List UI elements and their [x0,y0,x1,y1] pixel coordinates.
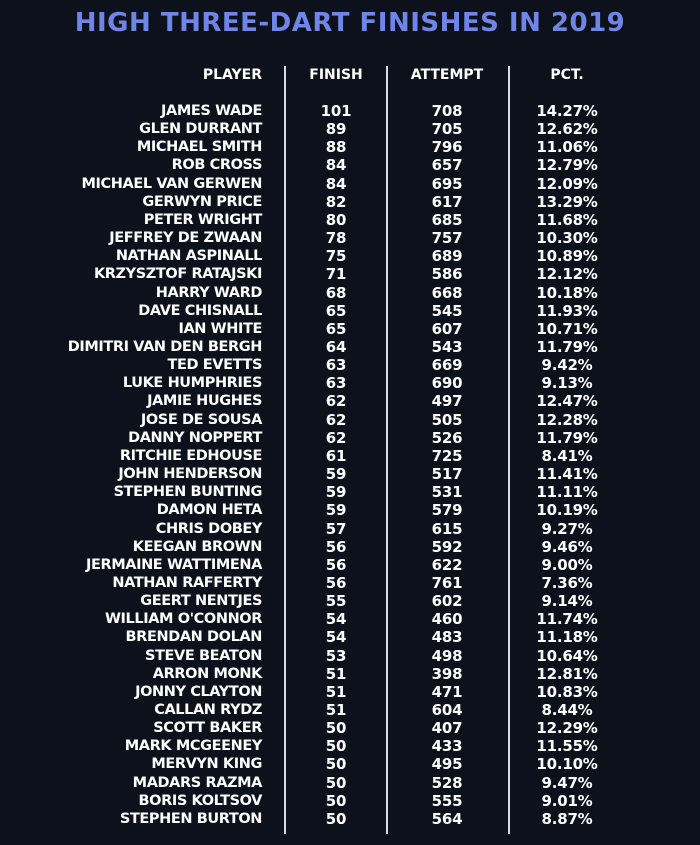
cell-player: IAN WHITE [178,320,262,337]
cell-finish: 53 [325,646,347,665]
cell-attempt: 705 [431,120,463,139]
cell-finish: 75 [325,247,347,266]
cell-player: JOHN HENDERSON [118,466,262,482]
cell-attempt: 669 [431,356,463,375]
cell-player: MICHAEL SMITH [136,139,262,156]
cell-attempt: 757 [431,229,463,247]
cell-player: KRZYSZTOF RATAJSKI [93,266,262,283]
cell-finish: 68 [325,283,347,302]
cell-attempt: 586 [431,265,463,284]
cell-attempt: 407 [431,719,463,738]
cell-attempt: 564 [431,809,463,828]
cell-player: ROB CROSS [171,157,262,174]
cell-pct: 13.29% [536,192,598,211]
cell-pct: 11.55% [536,737,598,756]
cell-player: WILLIAM O'CONNOR [104,611,262,628]
cell-player: MICHAEL VAN GERWEN [81,175,262,192]
cell-player: PETER WRIGHT [143,211,262,228]
cell-pct: 10.71% [536,319,598,338]
cell-finish: 101 [320,102,352,120]
cell-pct: 12.28% [536,410,598,429]
cell-finish: 51 [325,664,347,683]
cell-attempt: 498 [431,646,463,665]
cell-attempt: 622 [431,555,463,574]
cell-attempt: 528 [431,773,463,792]
cell-player: NATHAN RAFFERTY [112,574,262,591]
cell-player: JAMES WADE [161,103,262,119]
cell-player: DIMITRI VAN DEN BERGH [67,338,262,355]
header-finish: FINISH [309,67,363,83]
cell-pct: 9.42% [541,356,593,375]
cell-pct: 10.19% [536,501,598,520]
cell-finish: 50 [325,719,347,738]
cell-attempt: 615 [431,519,463,538]
cell-player: DANNY NOPPERT [128,429,262,446]
cell-attempt: 592 [431,537,463,556]
cell-attempt: 708 [431,102,463,120]
cell-finish: 65 [325,319,347,338]
cell-pct: 14.27% [536,102,598,120]
cell-pct: 11.79% [536,337,598,356]
cell-finish: 51 [325,700,347,719]
cell-player: MERVYN KING [151,756,262,773]
cell-attempt: 685 [431,210,463,229]
cell-player: BORIS KOLTSOV [138,792,262,809]
cell-finish: 50 [325,755,347,774]
cell-finish: 65 [325,301,347,320]
cell-finish: 59 [325,501,347,520]
cell-attempt: 495 [431,755,463,774]
cell-pct: 11.11% [536,483,598,502]
cell-player: SCOTT BAKER [153,720,262,737]
cell-pct: 10.89% [536,247,598,266]
cell-player: MADARS RAZMA [132,774,262,791]
cell-finish: 59 [325,465,347,483]
cell-player: JEFFREY DE ZWAAN [109,230,262,246]
cell-attempt: 695 [431,174,463,193]
cell-attempt: 657 [431,156,463,175]
cell-finish: 82 [325,192,347,211]
cell-finish: 63 [325,356,347,375]
chart-title: HIGH THREE-DART FINISHES IN 2019 [74,8,626,38]
cell-finish: 54 [325,610,347,629]
cell-finish: 62 [325,410,347,429]
cell-finish: 62 [325,392,347,411]
cell-finish: 59 [325,483,347,502]
cell-pct: 10.83% [536,682,598,701]
cell-finish: 56 [325,573,347,592]
cell-pct: 7.36% [541,573,593,592]
cell-attempt: 725 [431,446,463,465]
cell-player: TED EVETTS [167,357,262,374]
cell-attempt: 604 [431,700,463,719]
cell-attempt: 460 [431,610,463,629]
cell-finish: 84 [325,174,347,193]
cell-pct: 10.64% [536,646,598,665]
cell-player: BRENDAN DOLAN [125,629,262,646]
cell-finish: 88 [325,138,347,157]
cell-pct: 12.47% [536,392,598,411]
cell-player: RITCHIE EDHOUSE [119,447,262,464]
cell-finish: 51 [325,682,347,701]
cell-finish: 64 [325,337,347,356]
cell-attempt: 497 [431,392,463,411]
cell-finish: 63 [325,374,347,393]
cell-pct: 9.01% [541,791,593,810]
cell-attempt: 607 [431,319,463,338]
cell-pct: 10.10% [536,755,598,774]
cell-pct: 9.00% [541,555,593,574]
cell-finish: 80 [325,210,347,229]
cell-player: GLEN DURRANT [139,121,262,138]
cell-pct: 8.41% [541,446,593,465]
cell-attempt: 483 [431,628,463,647]
cell-finish: 84 [325,156,347,175]
cell-pct: 12.29% [536,719,598,738]
cell-player: CALLAN RYDZ [154,701,262,718]
cell-attempt: 761 [431,573,463,592]
cell-pct: 12.09% [536,174,598,193]
cell-player: ARRON MONK [152,665,262,682]
header-pct: PCT. [550,67,584,83]
cell-pct: 11.79% [536,428,598,447]
column-divider-3 [508,66,510,834]
cell-finish: 56 [325,555,347,574]
cell-pct: 11.74% [536,610,598,629]
cell-player: STEVE BEATON [144,647,262,664]
cell-player: LUKE HUMPHRIES [122,375,262,392]
cell-attempt: 531 [431,483,463,502]
cell-pct: 8.44% [541,700,593,719]
cell-pct: 12.12% [536,265,598,284]
cell-pct: 12.79% [536,156,598,175]
cell-player: STEPHEN BUNTING [113,484,262,501]
cell-pct: 8.87% [541,809,593,828]
cell-pct: 12.81% [536,664,598,683]
header-attempt: ATTEMPT [410,67,484,83]
cell-pct: 11.93% [536,301,598,320]
cell-attempt: 543 [431,337,463,356]
cell-attempt: 505 [431,410,463,429]
cell-player: JOSE DE SOUSA [140,411,262,428]
cell-attempt: 796 [431,138,463,157]
cell-finish: 62 [325,428,347,447]
cell-player: HARRY WARD [155,284,262,301]
cell-attempt: 602 [431,592,463,610]
cell-finish: 57 [325,519,347,538]
cell-pct: 10.18% [536,283,598,302]
cell-pct: 11.18% [536,628,598,647]
cell-attempt: 471 [431,682,463,701]
column-divider-2 [386,66,388,834]
cell-player: GERWYN PRICE [142,193,262,210]
cell-pct: 10.30% [536,229,598,247]
cell-finish: 50 [325,737,347,756]
cell-attempt: 579 [431,501,463,520]
cell-pct: 12.62% [536,120,598,139]
cell-attempt: 689 [431,247,463,266]
cell-player: DAMON HETA [156,502,262,519]
cell-attempt: 526 [431,428,463,447]
cell-attempt: 617 [431,192,463,211]
cell-pct: 9.47% [541,773,593,792]
cell-attempt: 690 [431,374,463,393]
cell-player: NATHAN ASPINALL [115,248,262,265]
cell-pct: 11.06% [536,138,598,157]
cell-pct: 11.68% [536,210,598,229]
cell-finish: 50 [325,809,347,828]
cell-pct: 9.27% [541,519,593,538]
cell-player: GEERT NENTJES [140,593,262,609]
cell-pct: 11.41% [536,465,598,483]
cell-attempt: 555 [431,791,463,810]
cell-player: DAVE CHISNALL [138,302,262,319]
header-player: PLAYER [202,67,262,83]
cell-player: CHRIS DOBEY [155,520,262,537]
cell-pct: 9.46% [541,537,593,556]
cell-player: JAMIE HUGHES [147,393,262,410]
cell-player: KEEGAN BROWN [132,538,262,555]
cell-finish: 89 [325,120,347,139]
cell-attempt: 398 [431,664,463,683]
cell-player: MARK MCGEENEY [124,738,262,755]
cell-finish: 50 [325,791,347,810]
cell-player: STEPHEN BURTON [119,810,262,827]
cell-finish: 78 [325,229,347,247]
cell-attempt: 433 [431,737,463,756]
column-divider-1 [284,66,286,834]
cell-finish: 54 [325,628,347,647]
cell-attempt: 517 [431,465,463,483]
cell-pct: 9.13% [541,374,593,393]
cell-player: JONNY CLAYTON [135,683,262,700]
cell-finish: 50 [325,773,347,792]
cell-finish: 55 [325,592,347,610]
cell-finish: 61 [325,446,347,465]
cell-attempt: 668 [431,283,463,302]
cell-pct: 9.14% [541,592,593,610]
cell-attempt: 545 [431,301,463,320]
cell-finish: 56 [325,537,347,556]
cell-player: JERMAINE WATTIMENA [85,556,262,573]
cell-finish: 71 [325,265,347,284]
